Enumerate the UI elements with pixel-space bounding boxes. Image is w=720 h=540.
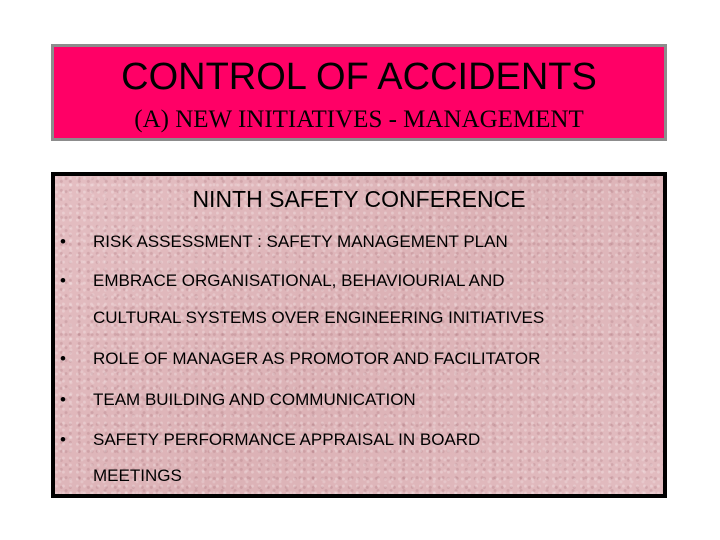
bullet-text: RISK ASSESSMENT : SAFETY MANAGEMENT PLAN (93, 232, 508, 251)
bullet-icon: • (60, 232, 66, 251)
conference-heading: NINTH SAFETY CONFERENCE (192, 186, 526, 212)
bullet-icon: • (60, 271, 66, 290)
bullet-icon: • (60, 390, 66, 409)
title-banner (51, 44, 667, 141)
bullet-text: SAFETY PERFORMANCE APPRAISAL IN BOARD (93, 430, 481, 449)
content-panel (51, 172, 667, 498)
bullet-icon: • (60, 349, 66, 368)
slide-title: CONTROL OF ACCIDENTS (121, 56, 597, 98)
bullet-text: TEAM BUILDING AND COMMUNICATION (93, 390, 416, 409)
slide-subtitle: (A) NEW INITIATIVES - MANAGEMENT (134, 106, 584, 133)
bullet-text-continuation: CULTURAL SYSTEMS OVER ENGINEERING INITIATIVES (93, 308, 545, 327)
bullet-text-continuation: MEETINGS (93, 466, 182, 485)
bullet-text: EMBRACE ORGANISATIONAL, BEHAVIOURIAL AND (93, 271, 505, 290)
bullet-icon: • (60, 430, 66, 449)
bullet-text: ROLE OF MANAGER AS PROMOTOR AND FACILITATOR (93, 349, 541, 368)
